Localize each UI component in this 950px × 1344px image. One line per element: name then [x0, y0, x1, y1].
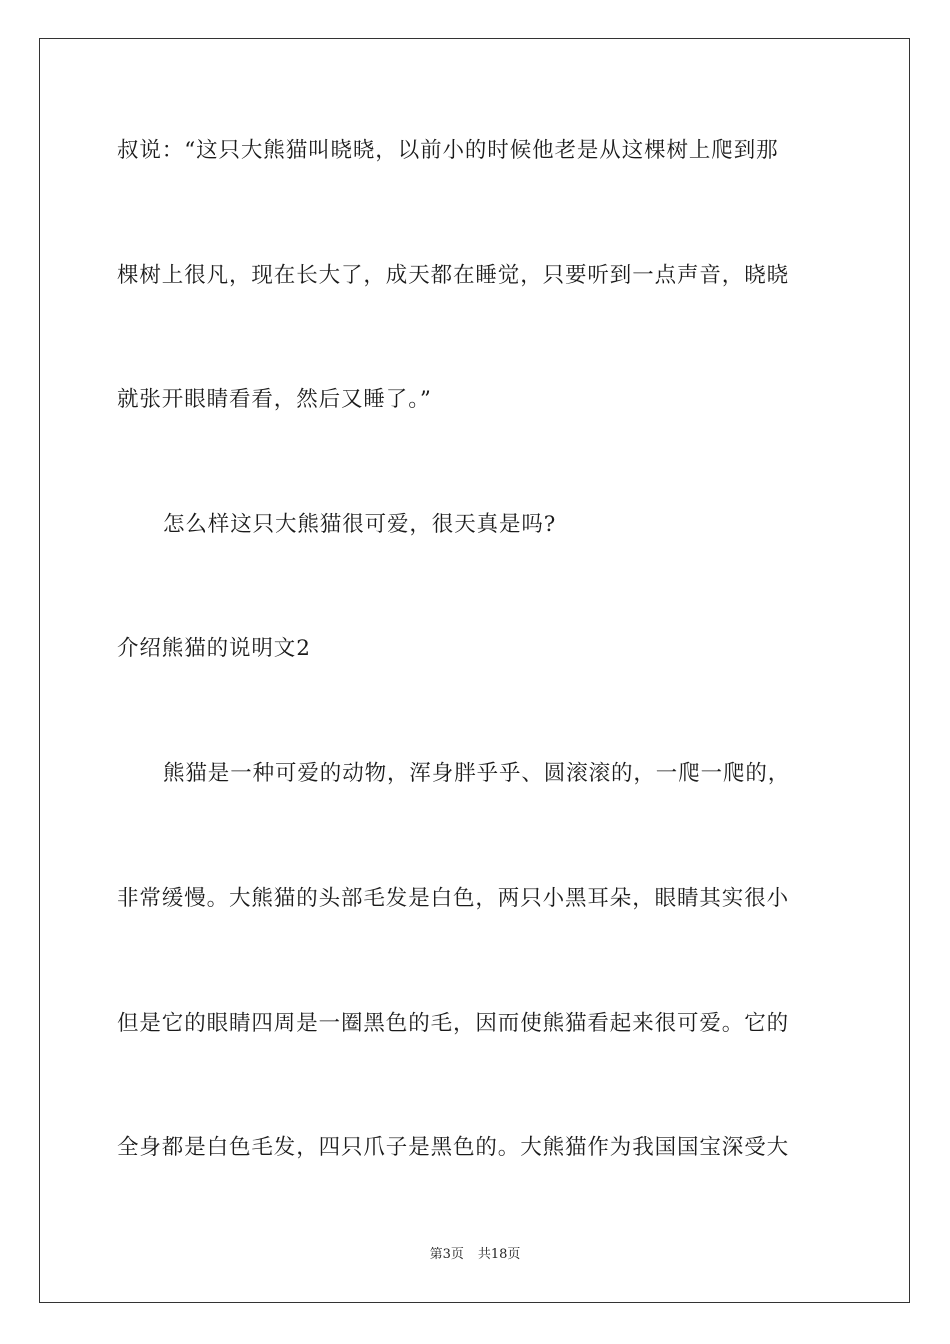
paragraph-line-3: 就张开眼睛看看，然后又睡了。”	[117, 387, 432, 412]
paragraph-line-9: 全身都是白色毛发，四只爪子是黑色的。大熊猫作为我国国宝深受大	[117, 1135, 790, 1160]
page-footer	[0, 1246, 950, 1264]
paragraph-line-2: 棵树上很凡，现在长大了，成天都在睡觉，只要听到一点声音，晓晓	[117, 263, 790, 288]
paragraph-line-6: 熊猫是一种可爱的动物，浑身胖乎乎、圆滚滚的，一爬一爬的，	[163, 761, 791, 786]
section-heading: 介绍熊猫的说明文2	[117, 636, 311, 661]
paragraph-line-1: 叔说：“这只大熊猫叫晓晓，以前小的时候他老是从这棵树上爬到那	[117, 138, 779, 163]
page-number: 第3页	[429, 1247, 464, 1262]
page-total: 共18页	[477, 1247, 521, 1262]
page-border	[39, 38, 910, 1303]
paragraph-line-4: 怎么样这只大熊猫很可爱，很天真是吗?	[163, 512, 557, 537]
paragraph-line-7: 非常缓慢。大熊猫的头部毛发是白色，两只小黑耳朵，眼睛其实很小	[117, 886, 790, 911]
paragraph-line-8: 但是它的眼睛四周是一圈黑色的毛，因而使熊猫看起来很可爱。它的	[117, 1011, 790, 1036]
